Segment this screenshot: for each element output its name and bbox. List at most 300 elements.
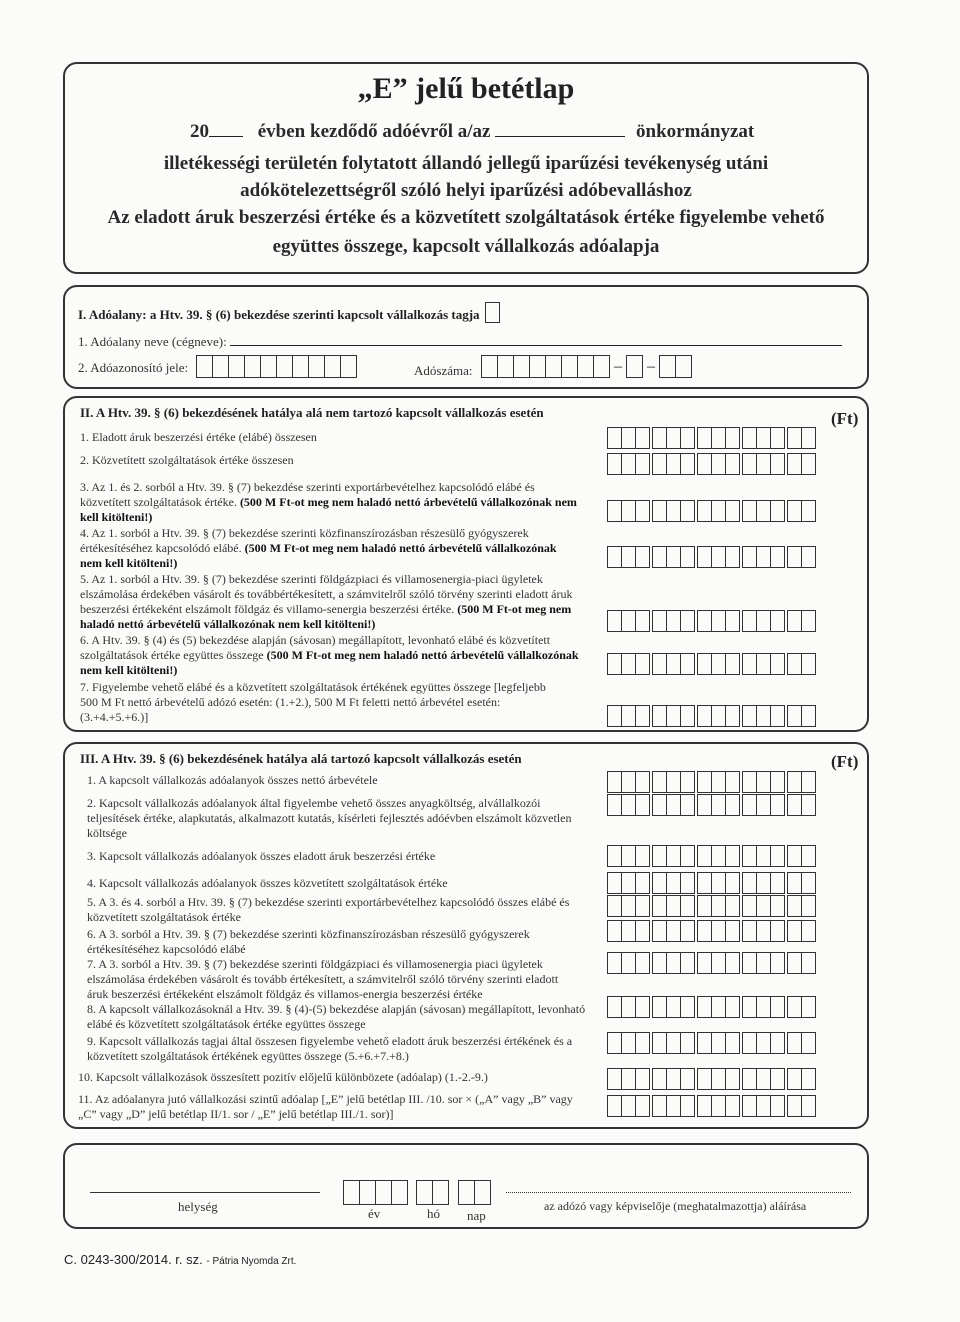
digit-box[interactable] bbox=[622, 996, 636, 1018]
municipality-text: önkormányzat bbox=[636, 121, 755, 142]
digit-box[interactable] bbox=[726, 427, 740, 449]
related-member-checkbox[interactable] bbox=[485, 302, 500, 323]
digit-box[interactable] bbox=[636, 546, 650, 568]
digit-box[interactable] bbox=[802, 920, 816, 942]
s2-row-3: 3. Az 1. és 2. sorból a Htv. 39. § (7) bekezdése szerinti exportárbevételhez kapcsolódó elábé és közvetített szolgáltatások értéke. (500 M Ft-ot meg nem haladó nettó árbevételű vállalkozónak nem kell kitölteni!) bbox=[80, 480, 577, 524]
digit-box[interactable] bbox=[622, 1032, 636, 1054]
digit-box[interactable] bbox=[743, 920, 757, 942]
digit-box[interactable] bbox=[788, 427, 802, 449]
signature-line[interactable] bbox=[506, 1192, 851, 1193]
digit-box[interactable] bbox=[698, 1068, 712, 1090]
digit-box[interactable] bbox=[698, 771, 712, 793]
digit-box[interactable] bbox=[636, 427, 650, 449]
digit-box[interactable] bbox=[712, 1095, 726, 1117]
amount-field-row[interactable] bbox=[607, 952, 816, 974]
digit-box[interactable] bbox=[712, 996, 726, 1018]
digit-box[interactable] bbox=[788, 952, 802, 974]
amount-field-row[interactable] bbox=[607, 920, 816, 942]
section1-heading-text: I. Adóalany: a Htv. 39. § (6) bekezdése szerinti kapcsolt vállalkozás tagja bbox=[78, 307, 480, 322]
digit-box[interactable] bbox=[757, 1068, 771, 1090]
digit-box[interactable] bbox=[698, 427, 712, 449]
digit-box[interactable] bbox=[771, 771, 785, 793]
digit-box[interactable] bbox=[667, 1095, 681, 1117]
digit-box[interactable] bbox=[681, 794, 695, 816]
digit-box[interactable] bbox=[698, 872, 712, 894]
digit-box[interactable] bbox=[622, 705, 636, 727]
digit-box[interactable] bbox=[698, 610, 712, 632]
digit-box[interactable] bbox=[726, 1068, 740, 1090]
digit-box[interactable] bbox=[681, 996, 695, 1018]
digit-box[interactable] bbox=[681, 1068, 695, 1090]
digit-box[interactable] bbox=[667, 771, 681, 793]
digit-box[interactable] bbox=[681, 952, 695, 974]
digit-box[interactable] bbox=[788, 653, 802, 675]
digit-box[interactable] bbox=[726, 453, 740, 475]
digit-box[interactable] bbox=[771, 895, 785, 917]
amount-field-row[interactable] bbox=[607, 546, 816, 568]
digit-box[interactable] bbox=[802, 794, 816, 816]
digit-box[interactable] bbox=[712, 453, 726, 475]
digit-box[interactable] bbox=[771, 794, 785, 816]
digit-box[interactable] bbox=[712, 500, 726, 522]
digit-box[interactable] bbox=[743, 653, 757, 675]
digit-box[interactable] bbox=[802, 653, 816, 675]
digit-box[interactable] bbox=[698, 920, 712, 942]
digit-box[interactable] bbox=[681, 1032, 695, 1054]
digit-box[interactable] bbox=[726, 794, 740, 816]
digit-box[interactable] bbox=[681, 653, 695, 675]
digit-box[interactable] bbox=[653, 610, 667, 632]
s3-row-4: 4. Kapcsolt vállalkozás adóalanyok összes közvetített szolgáltatások értéke bbox=[87, 876, 448, 890]
digit-box[interactable] bbox=[622, 427, 636, 449]
digit-box[interactable] bbox=[802, 1068, 816, 1090]
digit-box[interactable] bbox=[743, 427, 757, 449]
digit-box[interactable] bbox=[667, 895, 681, 917]
digit-box[interactable] bbox=[653, 653, 667, 675]
digit-box[interactable] bbox=[681, 427, 695, 449]
digit-box[interactable] bbox=[743, 1068, 757, 1090]
digit-box[interactable] bbox=[636, 794, 650, 816]
year-blank[interactable] bbox=[209, 136, 243, 137]
digit-box[interactable] bbox=[771, 1068, 785, 1090]
s3-row-2: 2. Kapcsolt vállalkozás adóalanyok által figyelembe vehető összes anyagköltség, alvállalkozói teljesítések értéke, alapkutatás, alkalmazott kutatás, kísérleti fejlesztés adóévben elszámolt közvetlen költsége bbox=[87, 796, 572, 840]
digit-box[interactable] bbox=[788, 1032, 802, 1054]
amount-field-row[interactable] bbox=[607, 996, 816, 1018]
digit-box[interactable] bbox=[622, 845, 636, 867]
digit-box[interactable] bbox=[743, 845, 757, 867]
digit-box[interactable] bbox=[681, 1095, 695, 1117]
digit-box[interactable] bbox=[698, 794, 712, 816]
digit-box[interactable] bbox=[712, 872, 726, 894]
digit-box[interactable] bbox=[788, 1068, 802, 1090]
digit-box[interactable] bbox=[698, 453, 712, 475]
digit-box[interactable] bbox=[726, 920, 740, 942]
s3-row-1: 1. A kapcsolt vállalkozás adóalanyok összes nettó árbevétele bbox=[87, 773, 378, 787]
digit-box[interactable] bbox=[757, 1095, 771, 1117]
digit-box[interactable] bbox=[681, 845, 695, 867]
digit-box[interactable] bbox=[771, 920, 785, 942]
digit-box[interactable] bbox=[788, 895, 802, 917]
digit-box[interactable] bbox=[788, 610, 802, 632]
digit-box[interactable] bbox=[622, 546, 636, 568]
amount-field-row[interactable] bbox=[607, 771, 816, 793]
digit-box[interactable] bbox=[667, 610, 681, 632]
amount-field-row[interactable] bbox=[607, 427, 816, 449]
digit-box[interactable] bbox=[802, 895, 816, 917]
digit-box[interactable] bbox=[698, 653, 712, 675]
digit-box[interactable] bbox=[636, 610, 650, 632]
digit-box[interactable] bbox=[757, 895, 771, 917]
digit-box[interactable] bbox=[757, 771, 771, 793]
digit-box[interactable] bbox=[667, 427, 681, 449]
amount-field-row[interactable] bbox=[607, 500, 816, 522]
digit-box[interactable] bbox=[636, 705, 650, 727]
digit-box[interactable] bbox=[636, 845, 650, 867]
digit-box[interactable] bbox=[771, 427, 785, 449]
digit-box[interactable] bbox=[712, 427, 726, 449]
digit-box[interactable] bbox=[743, 771, 757, 793]
digit-box[interactable] bbox=[667, 546, 681, 568]
digit-box[interactable] bbox=[771, 1095, 785, 1117]
digit-box[interactable] bbox=[726, 845, 740, 867]
digit-box[interactable] bbox=[771, 453, 785, 475]
digit-box[interactable] bbox=[726, 653, 740, 675]
digit-box[interactable] bbox=[757, 996, 771, 1018]
digit-box[interactable] bbox=[622, 920, 636, 942]
digit-box[interactable] bbox=[681, 705, 695, 727]
digit-box[interactable] bbox=[757, 920, 771, 942]
digit-box[interactable] bbox=[653, 952, 667, 974]
digit-box[interactable] bbox=[608, 920, 622, 942]
digit-box[interactable] bbox=[802, 610, 816, 632]
digit-box[interactable] bbox=[726, 872, 740, 894]
digit-box[interactable] bbox=[743, 996, 757, 1018]
digit-box[interactable] bbox=[726, 705, 740, 727]
digit-box[interactable] bbox=[667, 1068, 681, 1090]
digit-box[interactable] bbox=[622, 653, 636, 675]
digit-box[interactable] bbox=[608, 771, 622, 793]
digit-box[interactable] bbox=[788, 794, 802, 816]
digit-box[interactable] bbox=[743, 705, 757, 727]
digit-box[interactable] bbox=[712, 653, 726, 675]
digit-box[interactable] bbox=[743, 872, 757, 894]
amount-field-row[interactable] bbox=[607, 705, 816, 727]
digit-box[interactable] bbox=[622, 872, 636, 894]
digit-box[interactable] bbox=[667, 453, 681, 475]
digit-box[interactable] bbox=[712, 845, 726, 867]
digit-box[interactable] bbox=[636, 920, 650, 942]
s2-row-7: 7. Figyelembe vehető elábé és a közvetített szolgáltatások értékének együttes összege [legfeljebb 500 M Ft nettó árbevételű adózó esetén: (1.+2.), 500 M Ft feletti nettó árbevétel esetén: (3.+4.+5.+6.)] bbox=[80, 680, 546, 724]
amount-field-row[interactable] bbox=[607, 895, 816, 917]
digit-box[interactable] bbox=[788, 872, 802, 894]
digit-box[interactable] bbox=[802, 872, 816, 894]
digit-box[interactable] bbox=[636, 1032, 650, 1054]
digit-box[interactable] bbox=[667, 653, 681, 675]
digit-box[interactable] bbox=[681, 453, 695, 475]
digit-box[interactable] bbox=[802, 453, 816, 475]
digit-box[interactable] bbox=[802, 996, 816, 1018]
digit-box[interactable] bbox=[622, 500, 636, 522]
s3-row-7: 7. A 3. sorból a Htv. 39. § (7) bekezdése szerinti földgázpiaci és villamosenergia piaci ügyletek elszámolása érdekében vásárolt és tovább értékesített, a számvitelről szóló törvény szerinti eladott áruk beszerzési értékeként elszámolt földgáz és villamos-energia beszerzési értéke bbox=[87, 957, 559, 1001]
digit-box[interactable] bbox=[636, 500, 650, 522]
name-field[interactable] bbox=[230, 345, 842, 346]
digit-box[interactable] bbox=[667, 845, 681, 867]
digit-box[interactable] bbox=[681, 920, 695, 942]
digit-box[interactable] bbox=[608, 1032, 622, 1054]
digit-box[interactable] bbox=[653, 920, 667, 942]
amount-field-row[interactable] bbox=[607, 845, 816, 867]
digit-box[interactable] bbox=[788, 996, 802, 1018]
digit-box[interactable] bbox=[636, 1095, 650, 1117]
digit-box[interactable] bbox=[698, 500, 712, 522]
section2-unit: (Ft) bbox=[831, 409, 859, 428]
digit-box[interactable] bbox=[788, 771, 802, 793]
digit-box[interactable] bbox=[757, 500, 771, 522]
digit-box[interactable] bbox=[726, 895, 740, 917]
digit-box[interactable] bbox=[771, 952, 785, 974]
digit-box[interactable] bbox=[726, 546, 740, 568]
digit-box[interactable] bbox=[667, 952, 681, 974]
tax-number-label: Adószáma: bbox=[414, 363, 473, 378]
digit-box[interactable] bbox=[788, 453, 802, 475]
digit-box[interactable] bbox=[698, 952, 712, 974]
tax-id-boxes[interactable] bbox=[196, 355, 357, 383]
digit-box[interactable] bbox=[743, 1032, 757, 1054]
digit-box[interactable] bbox=[608, 453, 622, 475]
digit-box[interactable] bbox=[681, 872, 695, 894]
digit-box[interactable] bbox=[636, 952, 650, 974]
digit-box[interactable] bbox=[802, 771, 816, 793]
digit-box[interactable] bbox=[802, 952, 816, 974]
digit-box[interactable] bbox=[608, 500, 622, 522]
digit-box[interactable] bbox=[653, 500, 667, 522]
digit-box[interactable] bbox=[743, 794, 757, 816]
digit-box[interactable] bbox=[698, 546, 712, 568]
digit-box[interactable] bbox=[788, 705, 802, 727]
digit-box[interactable] bbox=[757, 653, 771, 675]
digit-box[interactable] bbox=[712, 920, 726, 942]
digit-box[interactable] bbox=[712, 952, 726, 974]
digit-box[interactable] bbox=[636, 996, 650, 1018]
digit-box[interactable] bbox=[608, 1068, 622, 1090]
digit-box[interactable] bbox=[743, 500, 757, 522]
digit-box[interactable] bbox=[802, 1032, 816, 1054]
digit-box[interactable] bbox=[712, 610, 726, 632]
amount-field-row[interactable] bbox=[607, 653, 816, 675]
digit-box[interactable] bbox=[681, 771, 695, 793]
digit-box[interactable] bbox=[698, 1095, 712, 1117]
digit-box[interactable] bbox=[608, 705, 622, 727]
digit-box[interactable] bbox=[653, 1032, 667, 1054]
digit-box[interactable] bbox=[743, 952, 757, 974]
digit-box[interactable] bbox=[608, 427, 622, 449]
digit-box[interactable] bbox=[653, 794, 667, 816]
digit-box[interactable] bbox=[653, 895, 667, 917]
digit-box[interactable] bbox=[712, 705, 726, 727]
digit-box[interactable] bbox=[636, 453, 650, 475]
digit-box[interactable] bbox=[622, 1068, 636, 1090]
digit-box[interactable] bbox=[726, 771, 740, 793]
digit-box[interactable] bbox=[667, 920, 681, 942]
digit-box[interactable] bbox=[712, 771, 726, 793]
digit-box[interactable] bbox=[681, 500, 695, 522]
digit-box[interactable] bbox=[653, 1095, 667, 1117]
digit-box[interactable] bbox=[608, 1095, 622, 1117]
digit-box[interactable] bbox=[667, 500, 681, 522]
digit-box[interactable] bbox=[771, 1032, 785, 1054]
digit-box[interactable] bbox=[757, 546, 771, 568]
municipality-blank[interactable] bbox=[495, 136, 625, 137]
digit-box[interactable] bbox=[802, 705, 816, 727]
digit-box[interactable] bbox=[712, 1068, 726, 1090]
digit-box[interactable] bbox=[608, 546, 622, 568]
digit-box[interactable] bbox=[712, 794, 726, 816]
amount-field-row[interactable] bbox=[607, 1068, 816, 1090]
digit-box[interactable] bbox=[622, 610, 636, 632]
digit-box[interactable] bbox=[802, 546, 816, 568]
digit-box[interactable] bbox=[667, 996, 681, 1018]
digit-box[interactable] bbox=[712, 895, 726, 917]
digit-box[interactable] bbox=[802, 427, 816, 449]
amount-field-row[interactable] bbox=[607, 872, 816, 894]
digit-box[interactable] bbox=[757, 1032, 771, 1054]
digit-box[interactable] bbox=[653, 453, 667, 475]
digit-box[interactable] bbox=[726, 610, 740, 632]
digit-box[interactable] bbox=[743, 1095, 757, 1117]
s2-row-5: 5. Az 1. sorból a Htv. 39. § (7) bekezdése szerinti földgázpiaci és villamosenergia-piaci ügyletek elszámolása érdekében vásárolt és továbbértékesített, a számvitelről szóló törvény szerinti eladott áruk beszerzési értékeként elszámolt földgáz és villamo-senergia beszerzési értéke. (500 M Ft-ot meg nem haladó nettó árbevételű vállalkozónak nem kell kitölteni!) bbox=[80, 572, 573, 631]
digit-box[interactable] bbox=[608, 653, 622, 675]
digit-box[interactable] bbox=[712, 1032, 726, 1054]
section1-heading bbox=[78, 302, 500, 323]
digit-box[interactable] bbox=[771, 872, 785, 894]
digit-box[interactable] bbox=[653, 996, 667, 1018]
digit-box[interactable] bbox=[712, 546, 726, 568]
amount-field-row[interactable] bbox=[607, 1095, 816, 1117]
digit-box[interactable] bbox=[622, 771, 636, 793]
digit-box[interactable] bbox=[771, 546, 785, 568]
amount-field-row[interactable] bbox=[607, 1032, 816, 1054]
digit-box[interactable] bbox=[726, 1032, 740, 1054]
digit-box[interactable] bbox=[757, 453, 771, 475]
digit-box[interactable] bbox=[681, 610, 695, 632]
digit-box[interactable] bbox=[771, 996, 785, 1018]
digit-box[interactable] bbox=[788, 1095, 802, 1117]
s3-row-8: 8. A kapcsolt vállalkozásoknál a Htv. 39. § (4)-(5) bekezdése alapján (sávosan) megállapított, levonható elábé és közvetített szolgáltatások értéke együttes összege bbox=[87, 1002, 586, 1031]
digit-box[interactable] bbox=[757, 872, 771, 894]
digit-box[interactable] bbox=[698, 895, 712, 917]
digit-box[interactable] bbox=[757, 610, 771, 632]
s3-row-6: 6. A 3. sorból a Htv. 39. § (7) bekezdése szerinti közfinanszírozásban részesülő gyógyszerek értékesítéséhez kapcsolódó elábé bbox=[87, 927, 530, 956]
digit-box[interactable] bbox=[608, 610, 622, 632]
digit-box[interactable] bbox=[726, 952, 740, 974]
month-label: hó bbox=[427, 1206, 440, 1221]
digit-box[interactable] bbox=[667, 1032, 681, 1054]
digit-box[interactable] bbox=[771, 845, 785, 867]
digit-box[interactable] bbox=[636, 872, 650, 894]
digit-box[interactable] bbox=[667, 794, 681, 816]
digit-box[interactable] bbox=[636, 895, 650, 917]
digit-box[interactable] bbox=[757, 427, 771, 449]
place-line[interactable] bbox=[90, 1192, 320, 1193]
digit-box[interactable] bbox=[757, 952, 771, 974]
digit-box[interactable] bbox=[802, 845, 816, 867]
digit-box[interactable] bbox=[653, 845, 667, 867]
digit-box[interactable] bbox=[771, 653, 785, 675]
digit-box[interactable] bbox=[667, 872, 681, 894]
section3-unit: (Ft) bbox=[831, 752, 859, 771]
digit-box[interactable] bbox=[608, 872, 622, 894]
digit-box[interactable] bbox=[771, 610, 785, 632]
digit-box[interactable] bbox=[802, 1095, 816, 1117]
digit-box[interactable] bbox=[788, 920, 802, 942]
digit-box[interactable] bbox=[636, 1068, 650, 1090]
digit-box[interactable] bbox=[757, 705, 771, 727]
digit-box[interactable] bbox=[622, 453, 636, 475]
digit-box[interactable] bbox=[681, 546, 695, 568]
digit-box[interactable] bbox=[608, 794, 622, 816]
digit-box[interactable] bbox=[608, 996, 622, 1018]
digit-box[interactable] bbox=[608, 845, 622, 867]
s2-row-2: 2. Közvetített szolgáltatások értéke összesen bbox=[80, 453, 294, 467]
digit-box[interactable] bbox=[743, 546, 757, 568]
digit-box[interactable] bbox=[608, 952, 622, 974]
digit-box[interactable] bbox=[636, 771, 650, 793]
digit-box[interactable] bbox=[698, 705, 712, 727]
s3-row-9: 9. Kapcsolt vállalkozás tagjai által összesen figyelembe vehető eladott áruk beszerzési értékének és a közvetített szolgáltatások értékének együttes összege (5.+6.+7.+8.) bbox=[87, 1034, 573, 1063]
digit-box[interactable] bbox=[681, 895, 695, 917]
digit-box[interactable] bbox=[771, 500, 785, 522]
amount-field-row[interactable] bbox=[607, 610, 816, 632]
digit-box[interactable] bbox=[757, 845, 771, 867]
digit-box[interactable] bbox=[726, 996, 740, 1018]
digit-box[interactable] bbox=[698, 996, 712, 1018]
digit-box[interactable] bbox=[653, 705, 667, 727]
date-day-boxes[interactable] bbox=[458, 1180, 491, 1210]
digit-box[interactable] bbox=[653, 1068, 667, 1090]
s3-row-10: 10. Kapcsolt vállalkozások összesített pozitív előjelű különbözete (adóalap) (1.-2.-9.) bbox=[78, 1070, 488, 1084]
digit-box[interactable] bbox=[622, 952, 636, 974]
digit-box[interactable] bbox=[698, 1032, 712, 1054]
digit-box[interactable] bbox=[653, 771, 667, 793]
year-text: évben kezdődő adóévről a/az bbox=[257, 121, 491, 142]
digit-box[interactable] bbox=[726, 1095, 740, 1117]
digit-box[interactable] bbox=[788, 500, 802, 522]
digit-box[interactable] bbox=[622, 895, 636, 917]
digit-box[interactable] bbox=[622, 1095, 636, 1117]
digit-box[interactable] bbox=[698, 845, 712, 867]
form-code-text: C. 0243-300/2014. r. sz. bbox=[64, 1252, 203, 1267]
amount-field-row[interactable] bbox=[607, 794, 816, 816]
digit-box[interactable] bbox=[608, 895, 622, 917]
digit-box[interactable] bbox=[653, 872, 667, 894]
digit-box[interactable] bbox=[802, 500, 816, 522]
digit-box[interactable] bbox=[743, 453, 757, 475]
digit-box[interactable] bbox=[743, 895, 757, 917]
digit-box[interactable] bbox=[653, 546, 667, 568]
digit-box[interactable] bbox=[667, 705, 681, 727]
digit-box[interactable] bbox=[788, 546, 802, 568]
digit-box[interactable] bbox=[636, 653, 650, 675]
digit-box[interactable] bbox=[622, 794, 636, 816]
digit-box[interactable] bbox=[653, 427, 667, 449]
digit-box[interactable] bbox=[726, 500, 740, 522]
digit-box[interactable] bbox=[757, 794, 771, 816]
tax-number-boxes[interactable]: – – bbox=[481, 355, 692, 378]
digit-box[interactable] bbox=[788, 845, 802, 867]
digit-box[interactable] bbox=[771, 705, 785, 727]
digit-box[interactable] bbox=[743, 610, 757, 632]
amount-field-row[interactable] bbox=[607, 453, 816, 475]
